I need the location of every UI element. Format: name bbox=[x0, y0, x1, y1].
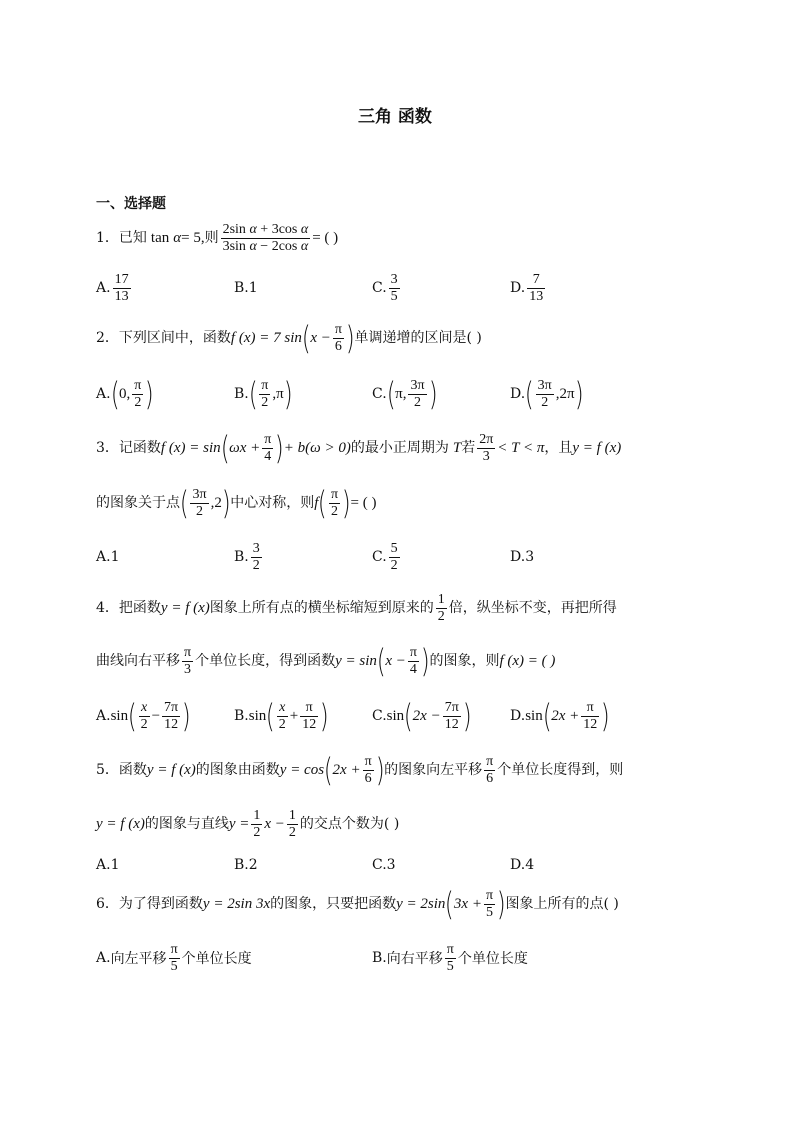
question-3: 3． 记函数 f (x) = sin ( ωx + $\frac{\pi}{4}$ ) + b(ω > 0) 的最小正周期为 T 若 $\frac{2\pi}{3}$ < T < π ，且 y = f (x) bbox=[96, 429, 622, 467]
option-c[interactable]: C. $\frac{3}{5}$ bbox=[372, 271, 398, 304]
question-number: 6． bbox=[96, 896, 119, 912]
option-b[interactable]: B. 2 bbox=[234, 857, 258, 873]
option-a[interactable]: A. $\frac{17}{13}$ bbox=[96, 271, 129, 304]
option-a[interactable]: A. 1 bbox=[96, 549, 120, 565]
question-number: 2． bbox=[96, 330, 119, 346]
section-heading: 一、选择题 bbox=[96, 196, 166, 212]
option-d[interactable]: D. ( $\frac{3\pi}{2}$ ,2π ) bbox=[510, 375, 584, 413]
option-c[interactable]: C. ( π, $\frac{3\pi}{2}$ ) bbox=[372, 375, 438, 413]
option-b[interactable]: B. 向右平移 $\frac{\pi}{5}$ 个单位长度 bbox=[372, 941, 528, 974]
option-b[interactable]: B. sin ( $\frac{x}{2}$ + $\frac{\pi}{12}$ ) bbox=[234, 697, 329, 735]
question-6: 6． 为了得到函数 y = 2sin 3x 的图象，只要把函数 y = 2sin ( 3x + $\frac{\pi}{5}$ ) 图象上所有的点( ) bbox=[96, 885, 619, 923]
question-4-line-2: 曲线向右平移 $\frac{\pi}{3}$ 个单位长度，得到函数 y = sin ( x − $\frac{\pi}{4}$ ) 的图象，则 f (x) = ( ) bbox=[96, 642, 556, 680]
option-b[interactable]: B. 1 bbox=[234, 280, 258, 296]
question-1: 1． 已知 tan α = 5, 则 $\frac{\text{2sin α + 3cos α}}{\text{3sin α − 2cos α}}$ = ( ) bbox=[96, 221, 339, 254]
fraction: $\frac{\text{2sin α + 3cos α}}{\text{3sin α − 2cos α}}$ bbox=[222, 221, 309, 254]
option-d[interactable]: D. 3 bbox=[510, 549, 535, 565]
option-a[interactable]: A. 1 bbox=[96, 857, 120, 873]
question-5: 5． 函数 y = f (x) 的图象由函数 y = cos ( 2x + $\frac{\pi}{6}$ ) 的图象向左平移 $\frac{\pi}{6}$ 个单位长度得到，则 bbox=[96, 751, 624, 789]
question-5-line-2: y = f (x) 的图象与直线 y = $\frac{1}{2}$ x − $\frac{1}{2}$ 的交点个数为( ) bbox=[96, 807, 400, 840]
option-d[interactable]: D. sin ( 2x + $\frac{\pi}{12}$ ) bbox=[510, 697, 610, 735]
page-title: 三角 函数 bbox=[358, 107, 432, 127]
question-3-line-2: 的图象关于点 ( $\frac{3\pi}{2}$ ,2 ) 中心对称，则 f ( $\frac{\pi}{2}$ ) = ( ) bbox=[96, 484, 377, 522]
option-b[interactable]: B. ( $\frac{\pi}{2}$ ,π ) bbox=[234, 375, 293, 413]
option-c[interactable]: C. $\frac{5}{2}$ bbox=[372, 540, 398, 573]
option-b[interactable]: B. $\frac{3}{2}$ bbox=[234, 540, 260, 573]
option-d[interactable]: D. 4 bbox=[510, 857, 535, 873]
option-a[interactable]: A. sin ( $\frac{x}{2}$ − $\frac{7\pi}{12}$ ) bbox=[96, 697, 191, 735]
question-number: 3． bbox=[96, 440, 119, 456]
option-a[interactable]: A. ( 0, $\frac{\pi}{2}$ ) bbox=[96, 375, 154, 413]
question-4: 4． 把函数 y = f (x) 图象上所有点的横坐标缩短到原来的 $\frac{1}{2}$ 倍，纵坐标不变，再把所得 bbox=[96, 591, 617, 624]
question-2: 2． 下列区间中，函数 f (x) = 7 sin ( x − $\frac{\pi}{6}$ ) 单调递增的区间是( ) bbox=[96, 319, 482, 357]
option-a[interactable]: A. 向左平移 $\frac{\pi}{5}$ 个单位长度 bbox=[96, 941, 252, 974]
question-number: 1． bbox=[96, 230, 119, 246]
option-c[interactable]: C. sin ( 2x − $\frac{7\pi}{12}$ ) bbox=[372, 697, 472, 735]
question-number: 4． bbox=[96, 600, 119, 616]
question-number: 5． bbox=[96, 762, 119, 778]
option-d[interactable]: D. $\frac{7}{13}$ bbox=[510, 271, 544, 304]
option-c[interactable]: C. 3 bbox=[372, 857, 396, 873]
